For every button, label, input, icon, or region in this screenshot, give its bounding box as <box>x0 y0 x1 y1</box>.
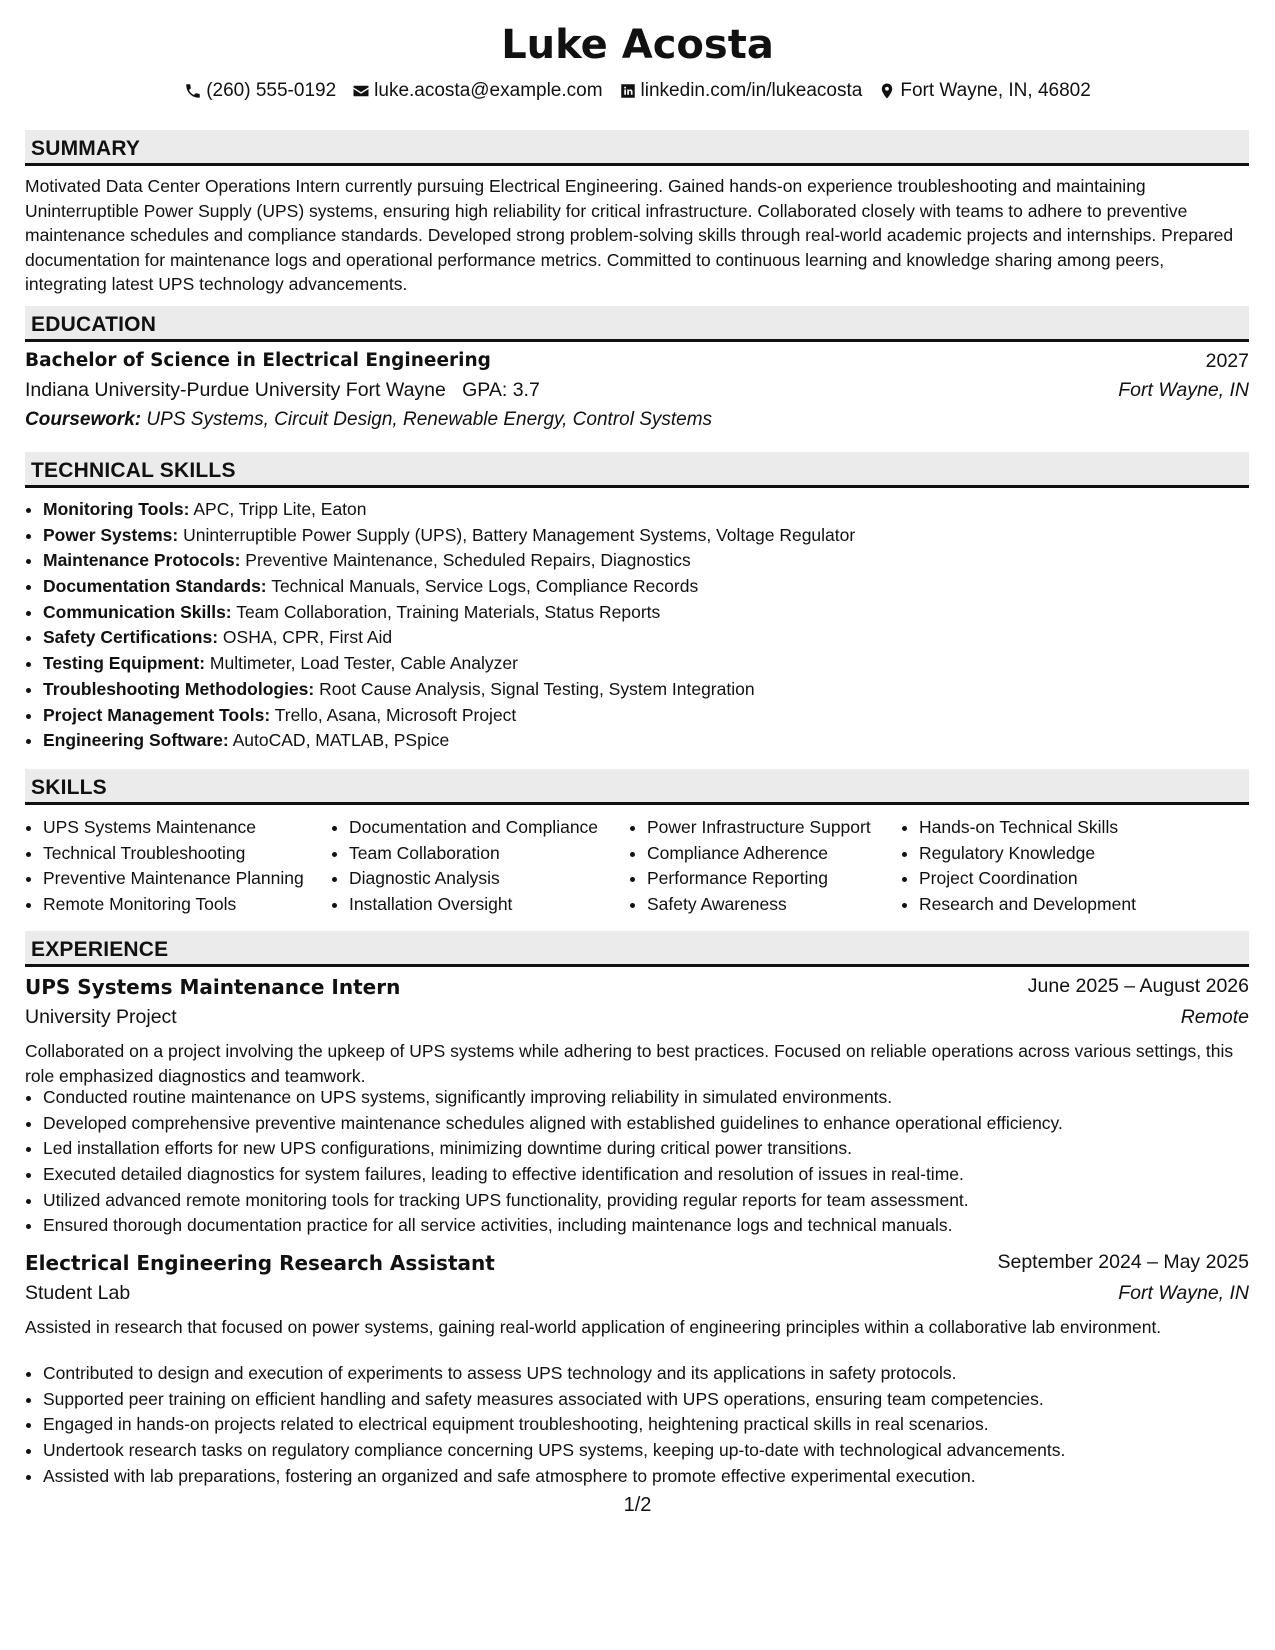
list-item: • Supported peer training on efficient handling and safety measures associated with UPS operations, ensuring team competencies. <box>43 1387 1065 1413</box>
list-item <box>43 677 855 703</box>
skill-label: Monitoring Tools: <box>43 499 190 519</box>
skill-label: Troubleshooting Methodologies: <box>43 678 315 699</box>
skills-heading-text: SKILLS <box>31 776 107 799</box>
linkedin-link[interactable]: linkedin.com/in/lukeacosta <box>640 80 863 101</box>
technical-skills-heading <box>25 452 1249 488</box>
job-1-bullets <box>25 1085 1063 1239</box>
skill-label: Documentation Standards: <box>43 576 267 597</box>
list-item: • Safety Awareness <box>647 892 871 918</box>
skill-value: Technical Manuals, Service Logs, Compliance Records <box>271 576 699 597</box>
list-item: • Installation Oversight <box>349 892 598 918</box>
skill-value: Multimeter, Load Tester, Cable Analyzer <box>209 653 518 674</box>
school-location: Fort Wayne, IN <box>1118 379 1249 401</box>
list-item: • Remote Monitoring Tools <box>43 892 304 918</box>
skills-column-3 <box>629 815 871 918</box>
list-item: • Executed detailed diagnostics for system failures, leading to effective identification and resolution of issues in real-time. <box>43 1162 1063 1188</box>
list-item: • Research and Development <box>919 892 1136 918</box>
skill-value: Trello, Asana, Microsoft Project <box>274 704 517 725</box>
list-item <box>43 523 855 549</box>
education-heading-text: EDUCATION <box>31 313 157 336</box>
list-item <box>43 703 855 729</box>
linkedin-icon <box>619 82 637 100</box>
list-item: • Power Infrastructure Support <box>647 815 871 841</box>
contact-phone <box>184 80 336 102</box>
skill-label: Testing Equipment: <box>43 653 206 674</box>
degree-title: Bachelor of Science in Electrical Engineering <box>25 350 491 371</box>
list-item: • Diagnostic Analysis <box>349 866 598 892</box>
list-item <box>43 600 855 626</box>
job-1-org-row <box>25 1006 1249 1034</box>
list-item <box>43 574 855 600</box>
skill-value: Uninterruptible Power Supply (UPS), Battery Management Systems, Voltage Regulator <box>183 524 856 545</box>
location-text: Fort Wayne, IN, 46802 <box>900 80 1091 101</box>
list-item: • Developed comprehensive preventive maintenance schedules aligned with established guidelines to enhance operational efficiency. <box>43 1111 1063 1137</box>
list-item <box>43 625 855 651</box>
skill-value: APC, Tripp Lite, Eaton <box>193 499 367 519</box>
list-item: • Team Collaboration <box>349 841 598 867</box>
coursework-label: Coursework: <box>25 409 142 430</box>
job-description: Collaborated on a project involving the upkeep of UPS systems while adhering to best practices. Focused on reliable operations across various settings, this role emphasized diagnostics and teamwork. <box>25 1041 1234 1086</box>
list-item: • Led installation efforts for new UPS configurations, minimizing downtime during critical power transitions. <box>43 1136 1063 1162</box>
job-description: Assisted in research that focused on power systems, gaining real-world application of engineering principles within a collaborative lab environment. <box>25 1317 1162 1337</box>
school-name: Indiana University-Purdue University Fort Wayne <box>25 379 446 401</box>
list-item: • Performance Reporting <box>647 866 871 892</box>
gpa: GPA: 3.7 <box>462 379 540 401</box>
contact-email[interactable] <box>352 80 602 102</box>
list-item <box>43 728 855 754</box>
skill-label: Power Systems: <box>43 524 179 545</box>
graduation-year: 2027 <box>1205 350 1249 372</box>
job-title: UPS Systems Maintenance Intern <box>25 975 401 999</box>
list-item <box>43 651 855 677</box>
list-item: • Undertook research tasks on regulatory compliance concerning UPS systems, keeping up-to-date with technological advancements. <box>43 1438 1065 1464</box>
coursework-list: UPS Systems, Circuit Design, Renewable Energy, Control Systems <box>146 409 713 430</box>
skill-value: Team Collaboration, Training Materials, Status Reports <box>236 601 661 622</box>
list-item: • Regulatory Knowledge <box>919 841 1136 867</box>
job-title: Electrical Engineering Research Assistant <box>25 1251 495 1275</box>
list-item: • Technical Troubleshooting <box>43 841 304 867</box>
education-heading <box>25 306 1249 342</box>
summary-heading <box>25 130 1249 166</box>
list-item: • Documentation and Compliance <box>349 815 598 841</box>
list-item: • Preventive Maintenance Planning <box>43 866 304 892</box>
summary-heading-text: SUMMARY <box>31 137 141 160</box>
list-item: • Utilized advanced remote monitoring tools for tracking UPS functionality, providing regular reports for team assessment. <box>43 1188 1063 1214</box>
skill-value: Root Cause Analysis, Signal Testing, System Integration <box>319 678 755 699</box>
school-line <box>25 379 540 402</box>
contact-bar <box>0 80 1275 102</box>
job-dates: June 2025 – August 2026 <box>1027 975 1249 997</box>
email-link[interactable]: luke.acosta@example.com <box>374 80 603 101</box>
job-location: Remote <box>1180 1006 1249 1028</box>
technical-skills-list <box>25 497 855 754</box>
list-item: • Engaged in hands-on projects related to electrical equipment troubleshooting, heightening practical skills in real scenarios. <box>43 1412 1065 1438</box>
skills-heading <box>25 769 1249 805</box>
list-item: • Assisted with lab preparations, fostering an organized and safe atmosphere to promote effective experimental execution. <box>43 1464 1065 1490</box>
map-pin-icon <box>878 82 896 100</box>
summary-text: Motivated Data Center Operations Intern currently pursuing Electrical Engineering. Gained hands-on experience troubleshooting and maintaining Uninterruptible Power Supply (UPS) systems, ensuring high reliability for critical infrastructure. Collaborated closely with teams to adhere to preventive maintenance schedules and compliance standards. Developed strong problem-solving skills through real-world academic projects and internships. Prepared documentation for maintenance logs and operational performance metrics. Committed to continuous learning and knowledge sharing among peers, integrating latest UPS technology advancements. <box>25 176 1234 295</box>
job-1-title-row <box>25 975 1249 1003</box>
job-dates: September 2024 – May 2025 <box>997 1251 1249 1273</box>
skills-column-2 <box>331 815 598 918</box>
job-location: Fort Wayne, IN <box>1118 1282 1249 1304</box>
job-2-org-row <box>25 1282 1249 1310</box>
skill-label: Communication Skills: <box>43 601 232 622</box>
skill-label: Maintenance Protocols: <box>43 550 241 571</box>
skill-value: OSHA, CPR, First Aid <box>222 627 393 648</box>
technical-skills-heading-text: TECHNICAL SKILLS <box>31 459 236 482</box>
skill-value: AutoCAD, MATLAB, PSpice <box>232 730 450 751</box>
job-organization: University Project <box>25 1006 177 1028</box>
contact-location <box>878 80 1090 102</box>
job-2-title-row <box>25 1251 1249 1279</box>
skill-label: Safety Certifications: <box>43 627 219 648</box>
education-degree-row <box>25 350 1249 378</box>
list-item: • Conducted routine maintenance on UPS systems, significantly improving reliability in simulated environments. <box>43 1085 1063 1111</box>
experience-heading-text: EXPERIENCE <box>31 938 169 961</box>
list-item: • Contributed to design and execution of experiments to assess UPS technology and its applications in safety protocols. <box>43 1361 1065 1387</box>
contact-linkedin[interactable] <box>619 80 863 102</box>
list-item: • Compliance Adherence <box>647 841 871 867</box>
coursework-line <box>25 409 712 431</box>
list-item: • Hands-on Technical Skills <box>919 815 1136 841</box>
skill-value: Preventive Maintenance, Scheduled Repairs, Diagnostics <box>245 550 691 571</box>
candidate-name: Luke Acosta <box>501 22 774 68</box>
list-item: • Project Coordination <box>919 866 1136 892</box>
job-2-bullets <box>25 1361 1065 1489</box>
page-number: 1/2 <box>623 1494 652 1516</box>
list-item <box>43 548 855 574</box>
skill-label: Engineering Software: <box>43 730 229 751</box>
experience-heading <box>25 931 1249 967</box>
education-school-row <box>25 379 1249 407</box>
skills-column-1 <box>25 815 304 918</box>
list-item: • UPS Systems Maintenance <box>43 815 304 841</box>
phone-icon <box>184 82 202 100</box>
skills-column-4 <box>901 815 1136 918</box>
envelope-icon <box>352 82 370 100</box>
skill-label: Project Management Tools: <box>43 704 271 725</box>
job-organization: Student Lab <box>25 1282 131 1304</box>
list-item: • Ensured thorough documentation practice for all service activities, including maintenance logs and technical manuals. <box>43 1213 1063 1239</box>
phone-text: (260) 555-0192 <box>206 80 337 101</box>
coursework-row <box>25 409 1249 437</box>
list-item <box>43 497 855 523</box>
